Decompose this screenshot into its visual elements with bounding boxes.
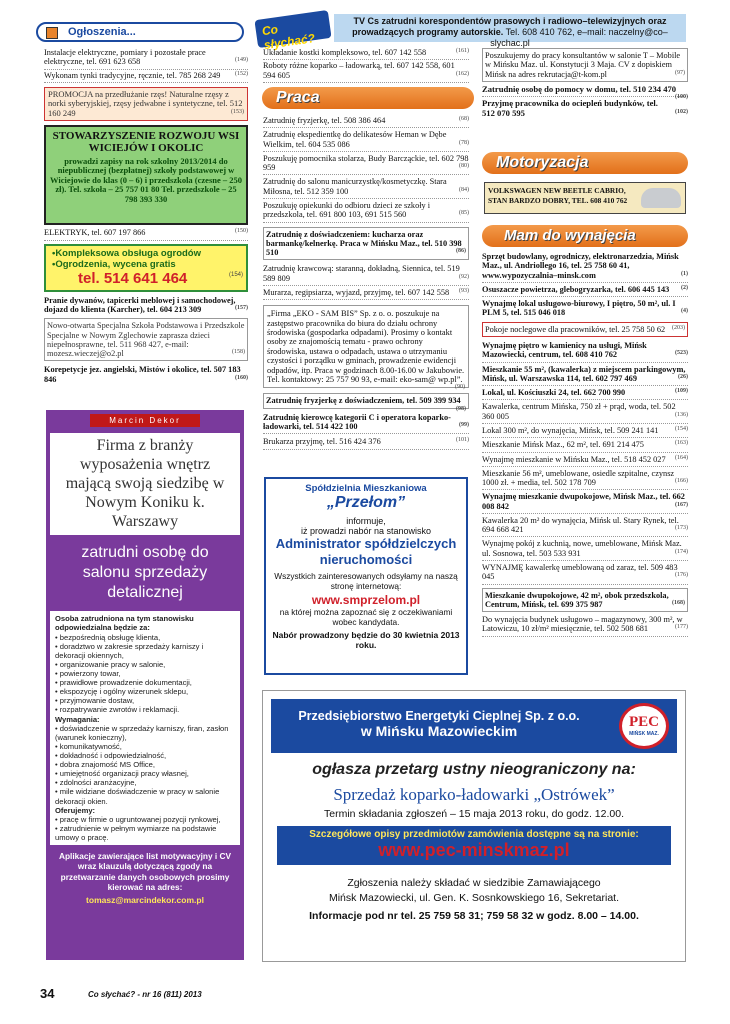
ad-item: Murarza, regipsiarza, wyjazd, przyjmę, tel. 607 142 558 (93) [263, 286, 469, 300]
column-1 [44, 48, 248, 386]
ad-item: Zatrudnię fryzjerkę, tel. 508 386 464 (68) [263, 116, 469, 128]
ad-item: Korepetycje jez. angielski, Mistów i okolice, tel. 507 183 846 (160) [44, 365, 248, 384]
top-banner [334, 14, 686, 48]
list-item: • przyjmowanie dostaw, [55, 696, 135, 706]
pec-announcement: ogłasza przetarg ustny nieograniczony na: [312, 761, 636, 778]
ad-item: Zatrudnię krawcową: staranną, dokładną, Siennica, tel. 519 589 809 (92) [263, 260, 469, 286]
ad-item: Instalacje elektryczne, pomiary i pozostałe prace elektryczne, tel. 691 623 658 (149) [44, 48, 248, 70]
ad-item: Mieszkanie 55 m², (kawalerka) z miejscem parkingowym, Mińsk, ul. Warszawska 114, tel. 602 797 469 (26) [482, 363, 688, 387]
ad-item: Zatrudnię fryzjerkę z doświadczeniem, tel. 509 399 934 (98) [263, 393, 469, 408]
car-icon [641, 188, 681, 208]
ad-item: Pranie dywanów, tapicerki meblowej i samochodowej, dojazd do klienta (Karcher), tel. 604 213 309 (157) [44, 295, 248, 314]
ad-item: Poszukujemy do pracy konsultantów w salonie T – Mobile w Mińsku Maz. ul. Konstytucji 3 Maja. CV z dopiskiem Mińsk na adres rekrutacja@t-kom.pl (97) [482, 48, 688, 82]
orange-square-icon [46, 27, 58, 39]
list-item: • powierzony towar, [55, 669, 121, 679]
list-item: • mile widziane doświadczenie w pracy w salonie dekoracji okien. [55, 787, 220, 806]
ad-item: Kawalerka 20 m² do wynajęcia, Mińsk ul. Stary Rynek, tel. 694 668 421 (173) [482, 514, 688, 538]
mdk-brand: Marcin Dekor [90, 414, 200, 427]
column-3 [482, 48, 688, 121]
list-item: • bezpośrednią obsługę klienta, [55, 632, 161, 642]
mdk-headline: Firma z branży wyposażenia wnętrz mającą swoją siedzibę w Nowym Koniku k. Warszawy [50, 433, 240, 535]
ad-item: Układanie kostki kompleksowo, tel. 607 142 558 (161) [263, 48, 469, 60]
list-item: • prawidłowe prowadzenie dokumentacji, [55, 678, 192, 688]
ad-item: Poszukuję pomocnika stolarza, Budy Barcząckie, tel. 602 798 959 (80) [263, 152, 469, 176]
ad-item: Zatrudnię ekspedientkę do delikatesów Heman w Dębe Wielkim, tel. 604 535 086 (78) [263, 128, 469, 152]
list-item: • doświadczenie w sprzedaży karniszy, firan, zasłon (warunek konieczny), [55, 723, 229, 742]
ad-item: Lokal, ul. Kościuszki 24, tel. 662 700 990 (109) [482, 386, 688, 400]
list-item: • organizowanie pracy w salonie, [55, 659, 166, 669]
list-item: • doradztwo w zakresie sprzedaży karniszy i dekoracji okiennych, [55, 641, 204, 660]
list-item: • zdolności aranżacyjne, [55, 778, 137, 788]
smp-name: „Przełom” [326, 494, 406, 511]
mdk-footer: Aplikacje zawierające list motywacyjny i CV wraz klauzulą dotyczącą zgody na przetwarzanie danych osobowych prosimy kierować na adres: [58, 851, 231, 893]
list-item: • rozpatrywanie zwrotów i reklamacji. [55, 705, 180, 715]
ad-item: Mieszkanie Mińsk Maz., 62 m², tel. 691 214 475 (163) [482, 438, 688, 452]
smp-ad: Spółdzielnia Mieszkaniowa „Przełom” informuje, iż prowadzi nabór na stanowisko Administrator spółdzielczych nieruchomości Wszystkich zainteresowanych odsyłamy na naszą stronę internetową: www.smprzelom.pl na której można zapoznać się z oczekiwaniami wobec kandydata. Nabór prowadzony będzie do 30 kwietnia 2013 roku. [264, 477, 468, 675]
ad-item: Mieszkanie dwupokojowe, 42 m², obok przedszkola, Centrum, Mińsk, tel. 699 375 987 (168) [482, 588, 688, 613]
praca-header: Praca [262, 87, 474, 109]
ogloszenia-header [36, 22, 244, 42]
ad-item: Wynajmę piętro w kamienicy na usługi, Mińsk Mazowiecki, centrum, tel. 608 410 762 (523) [482, 339, 688, 363]
list-item: • umiejętność organizacji pracy własnej, [55, 769, 189, 779]
banner-line3: Tel. 608 410 762, e–mail: naczelny@co–slychac.pl [490, 26, 668, 48]
ad-item: Zatrudnię osobę do pomocy w domu, tel. 510 234 470 (100) [482, 83, 688, 101]
school-title: STOWARZYSZENIE ROZWOJU WSI WICIEJÓW I OKOLIC [52, 130, 240, 155]
ad-item: PROMOCJA na przedłużanie rzęs! Naturalne rzęsy z norki syberyjskiej, rzęsy jedwabne i syntetyczne, tel. 512 160 249 (153) [44, 87, 248, 122]
ad-item: Sprzęt budowlany, ogrodniczy, elektronarzedzia, Mińsk Maz., ul. Andriollego 16, tel. 25 758 60 41, www.wypozyczalnia–minsk.com (1) [482, 252, 688, 283]
mdk-requirements: Osoba zatrudniona na tym stanowisku odpowiedzialna będzie za: • bezpośrednią obsługę klienta, • doradztwo w zakresie sprzedaży karniszy i dekoracji okiennych, • organizowanie pracy w salonie, • powierzony towar, • prawidłowe prowadzenie dokumentacji, • ekspozycję i ogólny wizerunek sklepu, • przyjmowanie dostaw, • rozpatrywanie zwrotów i reklamacji. Wymagania: • doświadczenie w sprzedaży karniszy, firan, zasłon (warunek konieczny), • komunikatywność, • dokładność i odpowiedzialność, • dobra znajomość MS Office, • umiejętność organizacji pracy własnej, • zdolności aranżacyjne, • mile widziane doświadczenie w pracy w salonie dekoracji okien. Oferujemy: • pracę w firmie o ugruntowanej pozycji rynkowej, • zatrudnienie w pełnym wymiarze na podstawie umowy o pracę. [50, 611, 240, 845]
ad-item: Wynajmę mieszkanie w Mińsku Maz., tel. 518 452 027 (164) [482, 453, 688, 467]
list-item: • ekspozycję i ogólny wizerunek sklepu, [55, 687, 189, 697]
ad-item: Pokoje noclegowe dla pracowników, tel. 25 758 50 62 (203) [482, 322, 688, 337]
pec-ad: Przedsiębiorstwo Energetyki Cieplnej Sp. z o.o. w Mińsku Mazowieckim PEC MIŃSK MAZ. ogłasza przetarg ustny nieograniczony na: Sprzedaż koparko-ładowarki „Ostrówek” Termin składania zgłoszeń – 15 maja 2013 roku, do godz. 12.00. Szczegółowe opisy przedmiotów zamówienia dostępne są na stronie: www.pec-minskmaz.pl Zgłoszenia należy składać w siedzibie Zamawiającego Mińsk Mazowiecki, ul. Gen. K. Sosnkowskiego 16, Sekretariat. Informacje pod nr tel. 25 759 58 31; 759 58 32 w godz. 8.00 – 14.00. [262, 690, 686, 962]
ad-item: Przyjmę pracownika do ociepleń budynków, tel. 512 070 595 (102) [482, 98, 688, 119]
smp-title: Spółdzielnia Mieszkaniowa [305, 483, 427, 494]
ad-item: Brukarza przyjmę, tel. 516 424 376 (101) [263, 434, 469, 449]
ad-item: Lokal 300 m², do wynajęcia, Mińsk, tel. 509 241 141 (154) [482, 424, 688, 438]
list-item: • pracę w firmie o ugruntowanej pozycji rynkowej, [55, 814, 221, 824]
ad-item: Roboty różne koparko – ładowarką, tel. 607 142 558, 601 594 605 (162) [263, 60, 469, 83]
motoryzacja-header: Motoryzacja [482, 152, 688, 174]
ad-item: Do wynajęcia budynek usługowo – magazynowy, 300 m², w Latowiczu, 10 zł/m² miesięcznie, tel. 502 508 681 (177) [482, 612, 688, 637]
ad-item: Kawalerka, centrum Mińska, 750 zł + prąd, woda, tel. 502 360 005 (136) [482, 400, 688, 424]
column-2 [263, 48, 469, 83]
smp-position: Administrator spółdzielczych nieruchomości [275, 536, 457, 567]
ad-item: Wykonam tynki tradycyjne, ręcznie, tel. 785 268 249 (152) [44, 70, 248, 83]
pec-url[interactable]: www.pec-minskmaz.pl [277, 840, 671, 861]
garden-ad: •Kompleksowa obsługa ogrodów •Ogrodzenia, wycena gratis tel. 514 641 464 (154) [44, 244, 248, 292]
smp-url[interactable]: www.smprzelom.pl [311, 593, 421, 608]
ad-item: Zatrudnię do salonu manicurzystkę/kosmetyczkę. Stara Miłosna, tel. 512 359 100 (84) [263, 175, 469, 199]
ad-item: Mieszkanie 56 m², umeblowane, osiedle szpitalne, czynsz 1000 zł. + media, tel. 502 178 709 (166) [482, 467, 688, 491]
page-number: 34 [40, 986, 55, 1001]
mdk-email[interactable]: tomasz@marcindekor.com.pl [86, 894, 204, 905]
ad-item: Wynajmę pokój z kuchnią, nowe, umeblowane, Mińsk Maz. ul. Sosnowa, tel. 503 533 931 (174) [482, 537, 688, 561]
ad-item: Wynajmę mieszkanie dwupokojowe, Mińsk Maz., tel. 662 008 842 (167) [482, 490, 688, 514]
ad-item: Osuszacze powietrza, glebogryzarka, tel. 606 445 143 (2) [482, 283, 688, 297]
ad-item: „Firma „EKO - SAM BIS” Sp. z o. o. poszukuje na zastępstwo pracownika do biura do działu ochrony środowiska (gospodarka odpadami). Prosimy o kontakt osoby ze znajomością tematu - prawo ochrony środowiska, ustawa o odpadach, ustawa o utrzymaniu czystości i porządku w gminach, prowadzenie ewidencji odpadów, itp. Praca w godzinach 8.00-16.00 w Jakubowie. Tel. kontaktowy: 25 757 90 93, e-mail: eko-sam@ wp.pl”. (90) [263, 305, 469, 388]
banner-line2: prowadzących programy autorskie. [352, 26, 504, 37]
list-item: • komunikatywność, [55, 741, 122, 751]
list-item: • dokładność i odpowiedzialność, [55, 751, 167, 761]
vw-ad: VOLKSWAGEN NEW BEETLE CABRIO, STAN BARDZO DOBRY, TEL. 608 410 762 [484, 182, 686, 214]
marcin-dekor-ad [46, 410, 244, 960]
praca-list [263, 116, 469, 450]
mdk-subheadline: zatrudni osobę do salonu sprzedaży detalicznej [81, 544, 209, 602]
ad-item: Nowo-otwarta Specjalna Szkoła Podstawowa i Przedszkole Specjalne w Nowym Zglechowie zaprasza dzieci niepełnosprawne, tel. 511 968 427, e-mail: mozesz.wieczej@o2.pl (158) [44, 318, 248, 361]
list-item: • dobra znajomość MS Office, [55, 760, 156, 770]
ad-item: Poszukuję opiekunki do odbioru dzieci ze szkoły i przedszkola, tel. 691 800 103, 691 515 560 (85) [263, 199, 469, 223]
ad-item: Zatrudnię kierowcę kategorii C i operatora koparko-ładowarki, tel. 514 422 100 (99) [263, 409, 469, 435]
list-item: • zatrudnienie w pełnym wymiarze na podstawie umowy o pracę. [55, 823, 217, 842]
pec-subject: Sprzedaż koparko-ładowarki „Ostrówek” [333, 785, 615, 804]
ad-item: WYNAJMĘ kawalerkę umeblowaną od zaraz, tel. 509 483 045 (176) [482, 561, 688, 585]
banner-line1: TV Cs zatrudni korespondentów prasowych i radiowo–telewizyjnych oraz [353, 16, 667, 26]
rent-list [482, 252, 688, 637]
pec-logo: PEC MIŃSK MAZ. [619, 703, 669, 749]
garden-phone: tel. 514 641 464 [78, 269, 188, 287]
ad-item: ELEKTRYK, tel. 607 197 866 (150) [44, 228, 248, 240]
pec-banner: Przedsiębiorstwo Energetyki Cieplnej Sp. z o.o. w Mińsku Mazowieckim PEC MIŃSK MAZ. [271, 699, 677, 753]
ogloszenia-title: Ogłoszenia... [68, 26, 136, 38]
pec-blue-box: Szczegółowe opisy przedmiotów zamówienia dostępne są na stronie: www.pec-minskmaz.pl [277, 826, 671, 865]
ad-item: Zatrudnię z doświadczeniem: kucharza oraz barmankę/kelnerkę. Praca w Mińsku Maz., tel. 510 398 510 (86) [263, 227, 469, 261]
school-ad [44, 125, 248, 225]
issue-info: Co słychać? - nr 16 (811) 2013 [88, 990, 202, 999]
ad-item: Wynajmę lokal usługowo-biurowy, I piętro, 50 m², ul. I PLM 5, tel. 515 046 018 (4) [482, 299, 688, 318]
logo: Co słychać? [254, 10, 331, 48]
mam-do-wynajecia-header: Mam do wynajęcia [482, 225, 688, 247]
school-text: prowadzi zapisy na rok szkolny 2013/2014 do niepublicznej (bezpłatnej) szkoły podstawowej w Wiciejowie do klas (0 – 6) i przedszkola (czesne – 250 zł). Tel. szkoła – 25 757 01 80 Tel. przedszkole – 25 798 393 330 [50, 155, 243, 204]
